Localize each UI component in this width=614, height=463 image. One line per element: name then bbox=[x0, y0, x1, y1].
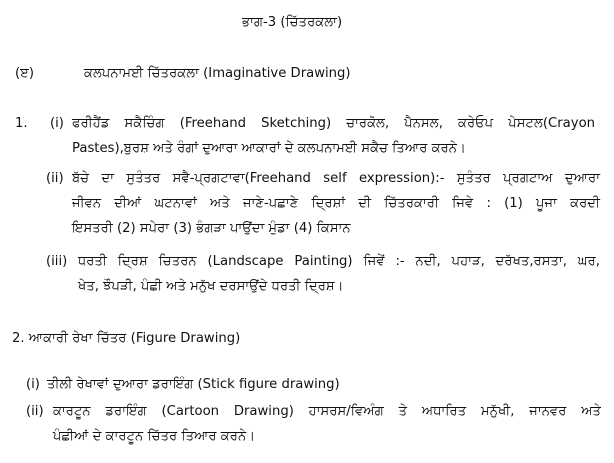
item-1-ii-line-2: ਜੀਵਨ ਦੀਆਂ ਘਟਨਾਵਾਂ ਅਤੇ ਜਾਣੇ-ਪਛਾਣੇ ਦ੍ਰਿਸ਼ਾਂ ਦੀ ਚਿੱਤਰਕਾਰੀ ਜਿਵੇ : (1) ਪੂਜਾ ਕਰਦੀ bbox=[72, 196, 600, 211]
item-1-ii-line-1: ਬੱਚੇ ਦਾ ਸੁਤੰਤਰ ਸਵੈ-ਪ੍ਰਗਟਾਵਾ(Freehand self expression):- ਸੁਤੰਤਰ ਪ੍ਰਗਟਾਅ ਦੁਆਰਾ bbox=[72, 171, 600, 186]
page-title: ਭਾਗ-3 (ਚਿੱਤਰਕਲਾ) bbox=[242, 15, 343, 30]
item-1-ii-line-3: ਇਸਤਰੀ (2) ਸਪੇਰਾ (3) ਭੰਗੜਾ ਪਾਉਂਦਾ ਮੁੰਡਾ (4) ਕਿਸਾਨ bbox=[72, 221, 351, 236]
section-1-number: 1. bbox=[15, 116, 28, 131]
item-2-ii-line-1: ਕਾਰਟੂਨ ਡਰਾਇੰਗ (Cartoon Drawing) ਹਾਸਰਸ/ਵਿਅੰਗ ਤੇ ਅਧਾਰਿਤ ਮਨੁੱਖੀ, ਜਾਨਵਰ ਅਤੇ bbox=[53, 404, 601, 419]
item-2-ii-line-2: ਪੰਛੀਆਂ ਦੇ ਕਾਰਟੂਨ ਚਿੱਤਰ ਤਿਆਰ ਕਰਨੇ। bbox=[53, 429, 256, 444]
item-1-i-line-1: ਫਰੀਹੈਂਡ ਸਕੈਚਿੰਗ (Freehand Sketching) ਚਾਰਕੋਲ, ਪੈਨਸਲ, ਕਰੇਓਪ ਪੇਸਟਲ(Crayon bbox=[72, 116, 595, 131]
item-1-iii-marker: (iii) bbox=[46, 254, 68, 269]
item-1-ii-marker: (ii) bbox=[46, 171, 64, 186]
item-1-iii-line-2: ਖੇਤ, ਝੌਪੜੀ, ਪੰਛੀ ਅਤੇ ਮਨੁੱਖ ਦਰਸਾਉਂਦੇ ਧਰਤੀ ਦ੍ਰਿਸ਼। bbox=[78, 279, 344, 294]
item-1-iii-line-1: ਧਰਤੀ ਦ੍ਰਿਸ਼ ਚਿਤਰਨ (Landscape Painting) ਜਿਵੇਂ :- ਨਦੀ, ਪਹਾੜ, ਦਰੱਖਤ,ਰਸਤਾ, ਘਰ, bbox=[78, 254, 600, 269]
item-1-i-line-2: Pastes),ਬੁਰਸ਼ ਅਤੇ ਰੰਗਾਂ ਦੁਆਰਾ ਆਕਾਰਾਂ ਦੇ ਕਲਪਨਾਮਈ ਸਕੈਚ ਤਿਆਰ ਕਰਨੇ। bbox=[72, 141, 466, 156]
item-1-i-marker: (i) bbox=[50, 116, 64, 131]
item-2-i-marker: (i) bbox=[26, 377, 40, 392]
item-2-ii-marker: (ii) bbox=[26, 404, 44, 419]
section-e-heading: ਕਲਪਨਾਮਈ ਚਿੱਤਰਕਲਾ (Imaginative Drawing) bbox=[84, 66, 351, 81]
section-e-marker: (ੲ) bbox=[15, 66, 35, 81]
section-2-heading: 2. ਆਕਾਰੀ ਰੇਖਾ ਚਿੱਤਰ (Figure Drawing) bbox=[12, 331, 241, 346]
item-2-i-line-1: ਤੀਲੀ ਰੇਖਾਵਾਂ ਦੁਆਰਾ ਡਰਾਇੰਗ (Stick figure drawing) bbox=[47, 377, 340, 392]
